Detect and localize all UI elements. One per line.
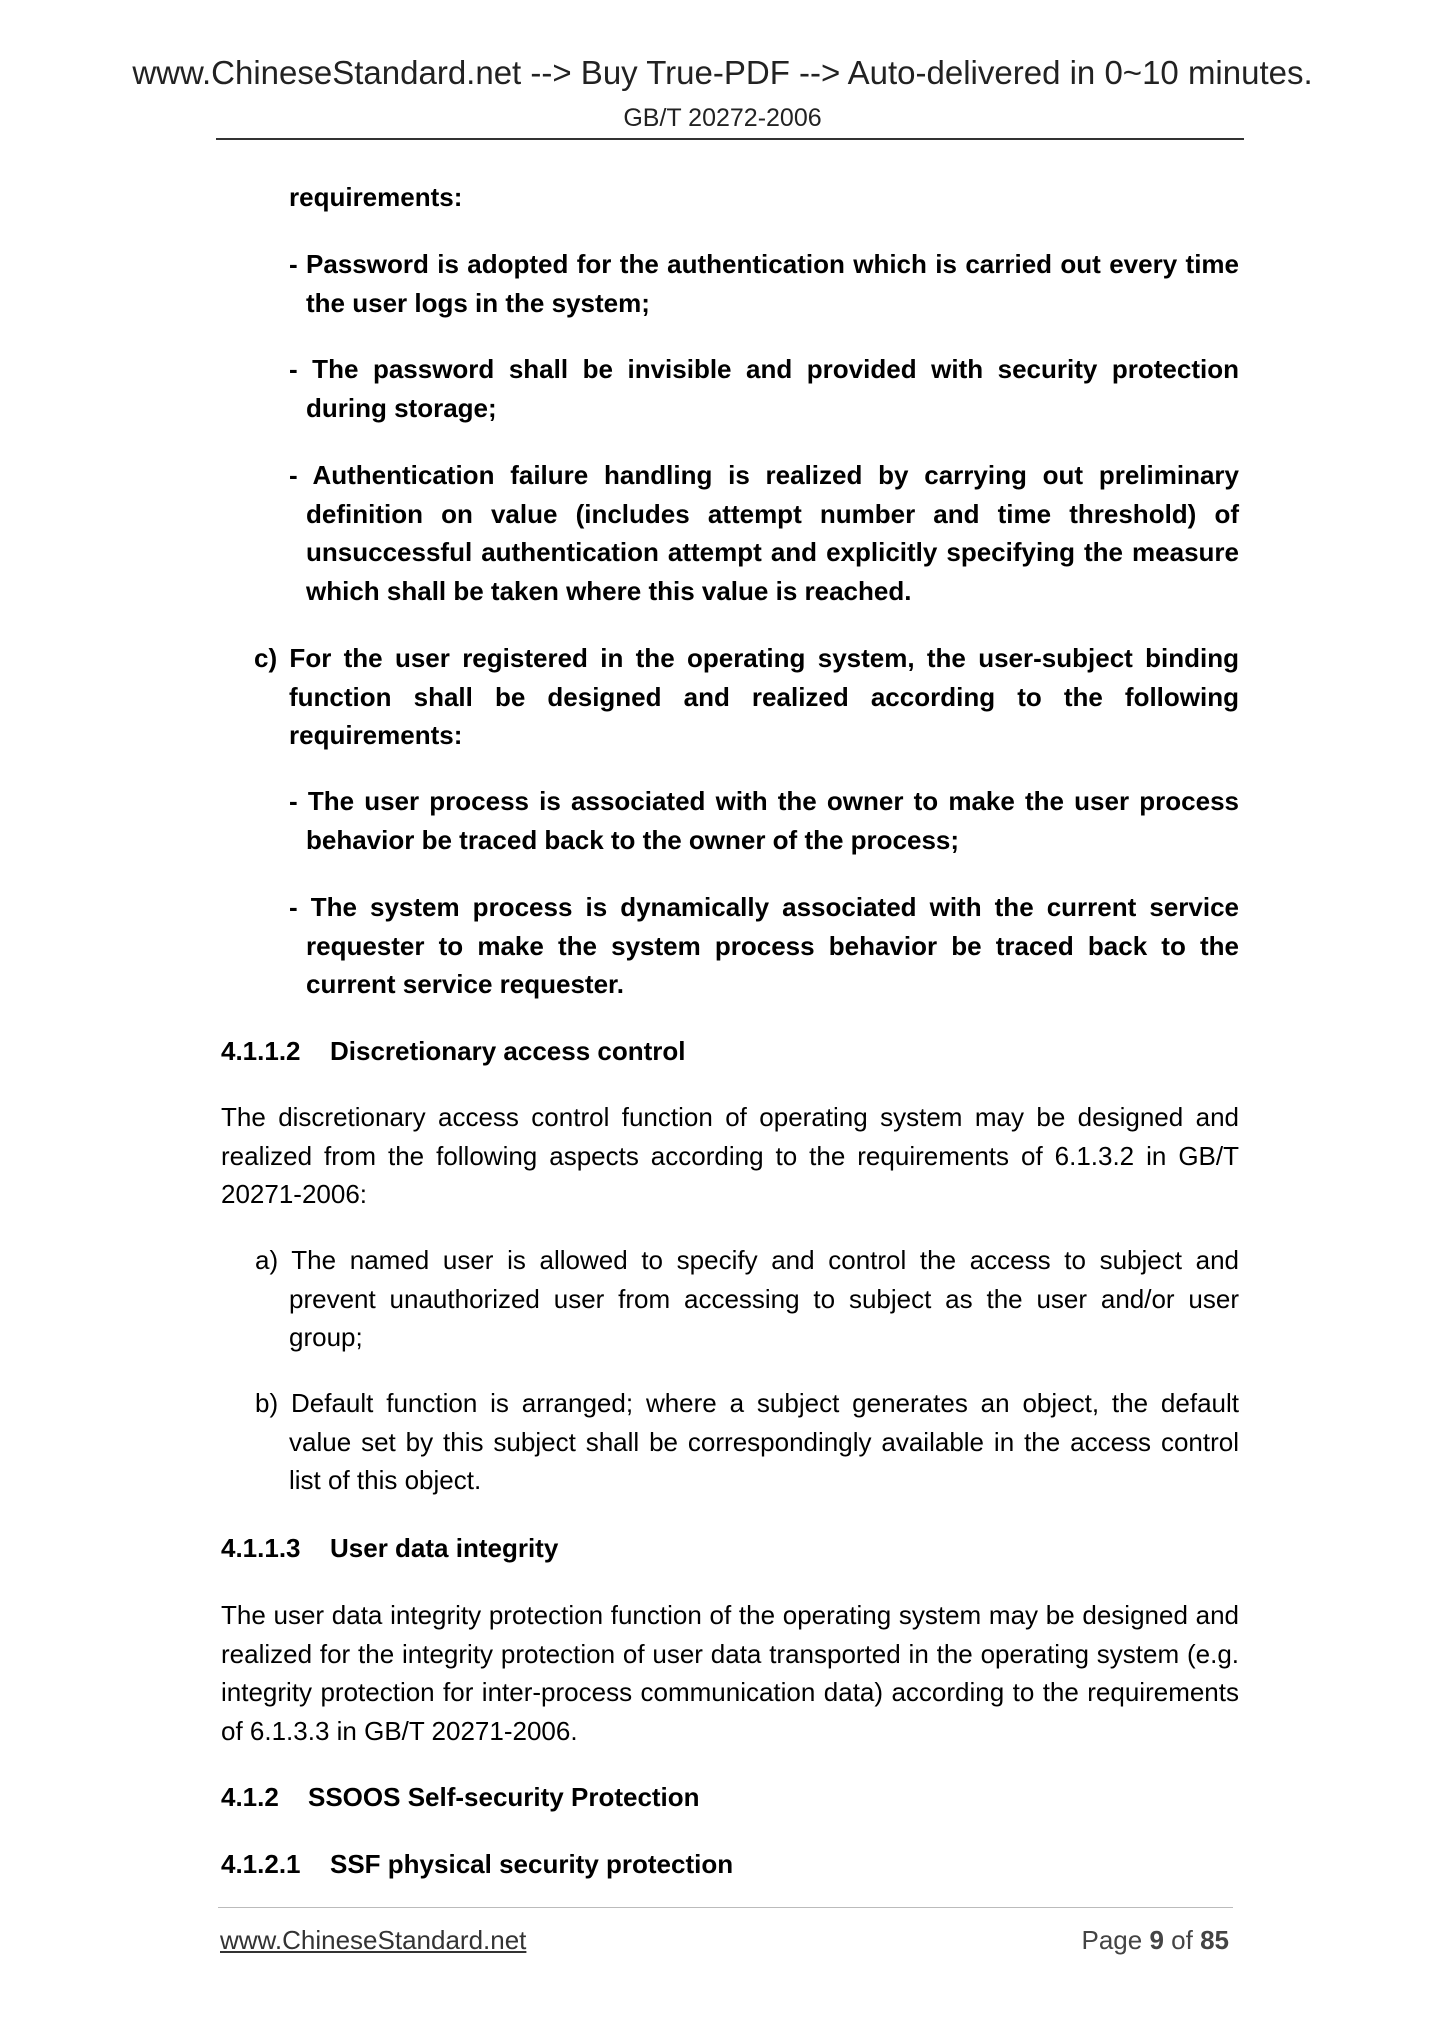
b-item-password-auth: - Password is adopted for the authentication which is carried out every time the user logs in the system;: [289, 249, 1239, 318]
section-number: 4.1.2.1: [221, 1849, 301, 1879]
section-title: Discretionary access control: [330, 1036, 686, 1066]
footer-site-link[interactable]: www.ChineseStandard.net: [220, 1925, 527, 1955]
section-title: User data integrity: [330, 1533, 559, 1563]
page-current: 9: [1149, 1925, 1164, 1955]
section-number: 4.1.1.3: [221, 1533, 301, 1563]
sec-4-1-1-2-intro: The discretionary access control function of operating system may be designed and realized from the following aspects according to the requirements of 6.1.3.2 in GB/T 20271-2006:: [221, 1102, 1239, 1209]
page-indicator: [1081, 1925, 1229, 1956]
header-site-line: www.ChineseStandard.net --> Buy True-PDF --> Auto-delivered in 0~10 minutes.: [132, 54, 1313, 91]
page-of: of: [1171, 1925, 1193, 1955]
header-standard-number: GB/T 20272-2006: [623, 104, 822, 132]
heading-4-1-2: [221, 1778, 700, 1817]
section-number: 4.1.1.2: [221, 1036, 301, 1066]
heading-4-1-1-3: [221, 1529, 558, 1568]
footer-divider: [218, 1907, 1233, 1908]
sec-4-1-1-3-text: The user data integrity protection function of the operating system may be designed and realized for the integrity protection of user data transported in the operating system (e.g. integrity protection for inter-process communication data) according to the requirements of 6.1.3.3 in GB/T 20271-2006.: [221, 1600, 1239, 1746]
b-item-auth-failure: - Authentication failure handling is realized by carrying out preliminary definition on value (includes attempt number and time threshold) of unsuccessful authentication attempt and explicitly specifying the measure which shall be taken where this value is reached.: [289, 460, 1239, 606]
section-title: SSOOS Self-security Protection: [308, 1782, 700, 1812]
section-number: 4.1.2: [221, 1782, 279, 1812]
b-requirements-tail: requirements:: [289, 182, 463, 212]
sec-4-1-1-2-item-a: a) The named user is allowed to specify and control the access to subject and prevent unauthorized user from accessing to subject as the user and/or user group;: [255, 1245, 1239, 1352]
heading-4-1-2-1: [221, 1845, 733, 1884]
b-item-password-invisible: - The password shall be invisible and provided with security protection during storage;: [289, 354, 1239, 423]
c-item-user-process: - The user process is associated with the owner to make the user process behavior be traced back to the owner of the process;: [289, 786, 1239, 855]
page-prefix: Page: [1081, 1925, 1143, 1955]
section-title: SSF physical security protection: [330, 1849, 734, 1879]
page-total: 85: [1200, 1925, 1229, 1955]
sec-4-1-1-2-item-b: b) Default function is arranged; where a subject generates an object, the default value set by this subject shall be correspondingly available in the access control list of this object.: [255, 1388, 1239, 1495]
c-item-system-process: - The system process is dynamically associated with the current service requester to make the system process behavior be traced back to the current service requester.: [289, 892, 1239, 999]
c-intro: c) For the user registered in the operating system, the user-subject binding function shall be designed and realized according to the following requirements:: [254, 643, 1239, 750]
heading-4-1-1-2: [221, 1032, 686, 1071]
